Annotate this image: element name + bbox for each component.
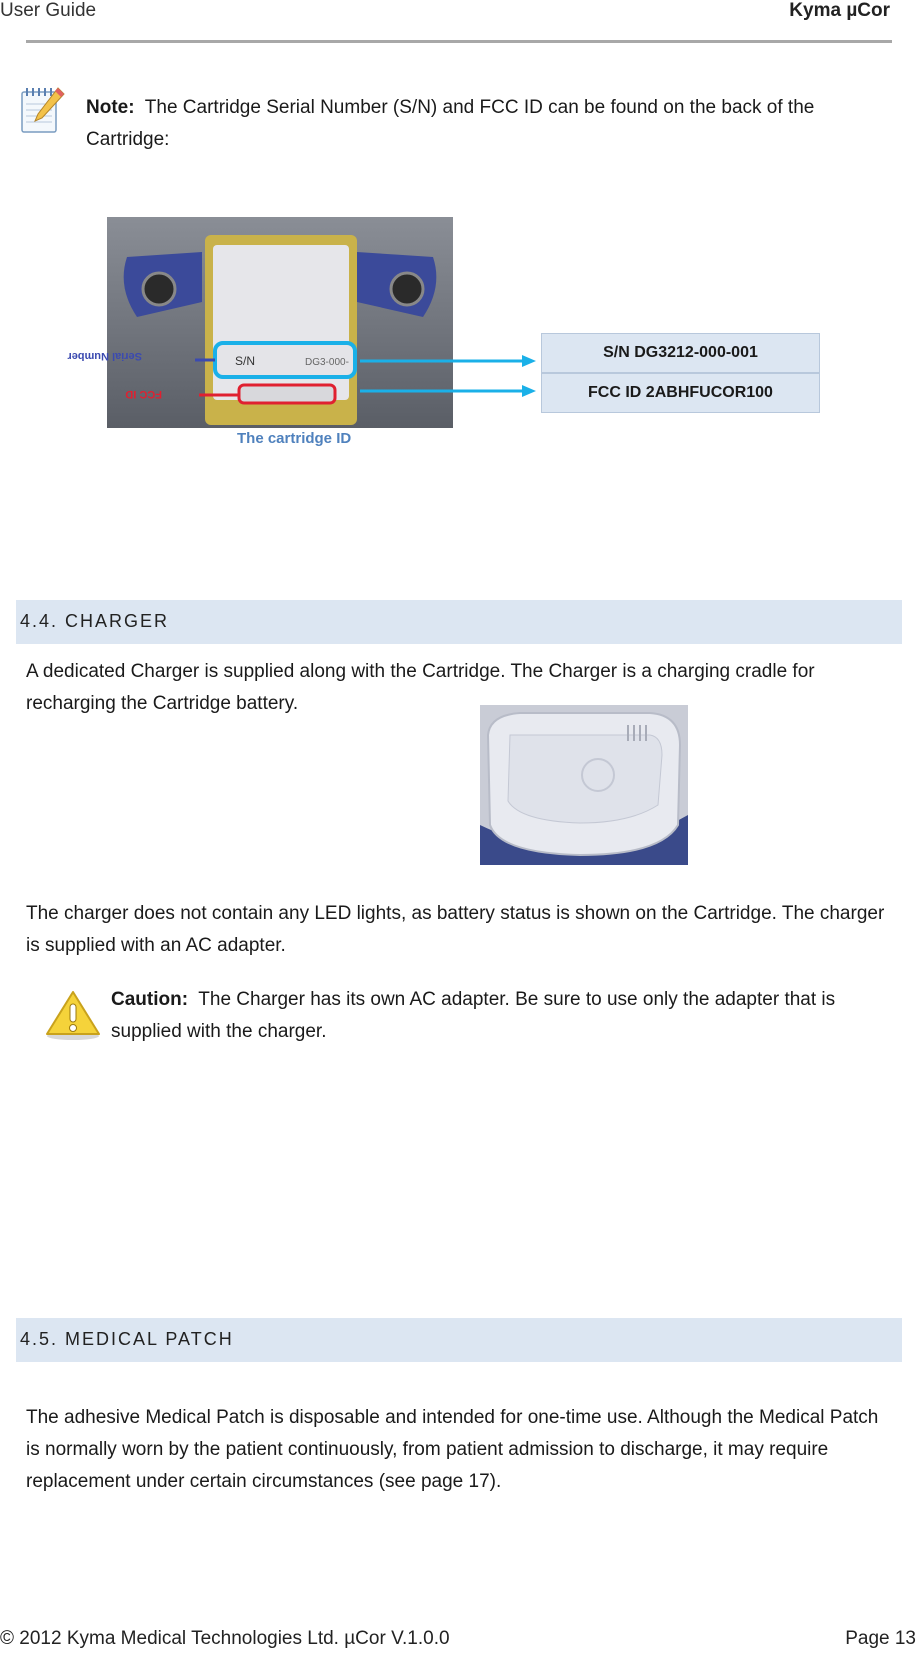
warning-icon [44,988,102,1042]
header-product-name: Kyma µCor [789,0,890,21]
caution-body: The Charger has its own AC adapter. Be sure to use only the adapter that is supplied with the charger. [111,989,836,1042]
serial-arrow-head [522,355,536,367]
header-divider [26,40,892,43]
section-heading-charger: 4.4. CHARGER [16,600,902,644]
charger-photo [480,705,688,865]
charger-paragraph-2: The charger does not contain any LED lights, as battery status is shown on the Cartridge. The charger is supplied with an AC adapter. [26,903,885,956]
serial-number-box: S/N DG3212-000-001 [541,333,820,373]
cartridge-caption: The cartridge ID [237,430,352,447]
footer-page-number: Page 13 [845,1628,916,1649]
caution-label: Caution: [111,989,189,1010]
notepad-icon [18,84,66,136]
callout-arrows [360,340,542,400]
footer-copyright: © 2012 Kyma Medical Technologies Ltd. µCor V.1.0.0 [0,1628,450,1649]
photo-sn-prefix: S/N [235,354,256,368]
header-document-title: User Guide [0,0,97,21]
caution-text [111,984,911,1048]
fcc-id-box: FCC ID 2ABHFUCOR100 [541,373,820,413]
photo-fcc-label: FCC ID [125,388,162,400]
fcc-arrow-head [522,385,536,397]
charger-paragraph-1: A dedicated Charger is supplied along with the Cartridge. The Charger is a charging cradle for recharging the Cartridge battery. [26,661,815,714]
medical-patch-paragraph: The adhesive Medical Patch is disposable and intended for one-time use. Although the Medical Patch is normally worn by the patient continuously, from patient admission to discharge, it may require replacement under certain circumstances (see page 17). [26,1407,879,1492]
section-heading-medical-patch: 4.5. MEDICAL PATCH [16,1318,902,1362]
photo-sn-partial: DG3-000- [305,357,349,368]
note-label: Note: [86,97,135,118]
note-body: The Cartridge Serial Number (S/N) and FCC ID can be found on the back of the Cartridge: [86,97,815,150]
photo-serial-label: Serial Number [67,350,142,362]
note-text [86,92,886,156]
